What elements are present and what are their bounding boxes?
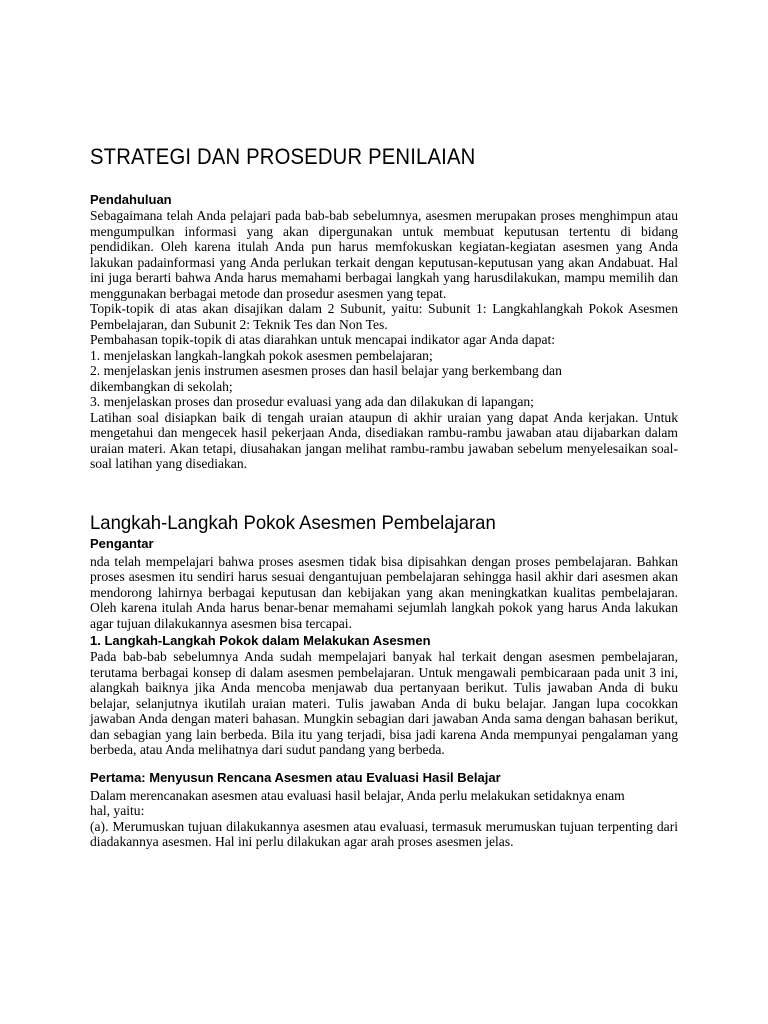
- first-step-paragraph-line-1: Dalam merencanakan asesmen atau evaluasi hasil belajar, Anda perlu melakukan setidaknya enam: [90, 787, 625, 803]
- intro-paragraph-2: Topik-topik di atas akan disajikan dalam 2 Subunit, yaitu: Subunit 1: Langkahlangkah Pokok Asesmen Pembelajaran, dan Subunit 2: Teknik Tes dan Non Tes.: [90, 301, 678, 332]
- pengantar-paragraph: nda telah mempelajari bahwa proses asesmen tidak bisa dipisahkan dengan proses pembelajaran. Bahkan proses asesmen itu sendiri harus sesuai dengantujuan pembelajaran sehingga hasil akhir dari asesmen akan mendorong lahirnya berbagai keputusan dan kebijakan yang akan meningkatkan kualitas pembelajaran. Oleh karena itulah Anda harus benar-benar memahami sejumlah langkah pokok yang harus Anda lakukan agar tujuan dilakukannya asesmen bisa tercapai.: [90, 553, 678, 631]
- section-spacer: [90, 472, 678, 510]
- document-title: STRATEGI DAN PROSEDUR PENILAIAN: [90, 144, 476, 169]
- intro-paragraph-4: Latihan soal disiapkan baik di tengah uraian ataupun di akhir uraian yang dapat Anda kerjakan. Untuk mengetahui dan mengecek hasil pekerjaan Anda, disediakan rambu-rambu jawaban atau dijabarkan dalam uraian materi. Akan tetapi, diusahakan jangan melihat rambu-rambu jawaban sebelum menyelesaikan soal-soal latihan yang disediakan.: [90, 409, 678, 471]
- intro-paragraph-1: Sebagaimana telah Anda pelajari pada bab-bab sebelumnya, asesmen merupakan proses menghimpun atau mengumpulkan informasi yang akan dipergunakan untuk membuat keputusan tertentu di bidang pendidikan. Oleh karena itulah Anda pun harus memfokuskan kegiatan-kegiatan asesmen yang Anda lakukan padainformasi yang Anda perlukan terkait dengan keputusan-keputusan yang akan Andabuat. Hal ini juga berarti bahwa Anda harus memahami berbagai langkah yang harusdilakukan, mampu memilih dan menggunakan berbagai metode dan prosedur asesmen yang tepat.: [90, 208, 678, 301]
- indicator-item-2-line-2: dikembangkan di sekolah;: [90, 378, 233, 394]
- indicator-item-1: 1. menjelaskan langkah-langkah pokok asesmen pembelajaran;: [90, 347, 433, 363]
- first-step-paragraph-line-2: hal, yaitu:: [90, 803, 145, 818]
- step-heading: 1. Langkah-Langkah Pokok dalam Melakukan Asesmen: [90, 633, 431, 648]
- indicator-item-3: 3. menjelaskan proses dan prosedur evaluasi yang ada dan dilakukan di lapangan;: [90, 394, 534, 409]
- indicator-item-2-line-1: 2. menjelaskan jenis instrumen asesmen proses dan hasil belajar yang berkembang dan: [90, 363, 562, 378]
- section-heading: Langkah-Langkah Pokok Asesmen Pembelajaran: [90, 511, 496, 534]
- pengantar-heading: Pengantar: [90, 535, 154, 551]
- intro-paragraph-3: Pembahasan topik-topik di atas diarahkan untuk mencapai indikator agar Anda dapat:: [90, 332, 556, 347]
- first-step-heading: Pertama: Menyusun Rencana Asesmen atau Evaluasi Hasil Belajar: [90, 769, 501, 785]
- intro-heading: Pendahuluan: [90, 192, 172, 207]
- first-step-item-a: (a). Merumuskan tujuan dilakukannya asesmen atau evaluasi, termasuk merumuskan tujuan terpenting dari diadakannya asesmen. Hal ini perlu dilakukan agar arah proses asesmen jelas.: [90, 818, 678, 849]
- step-paragraph: Pada bab-bab sebelumnya Anda sudah mempelajari banyak hal terkait dengan asesmen pembelajaran, terutama berbagai konsep di dalam asesmen pembelajaran. Untuk mengawali pembicaraan pada unit 3 ini, alangkah baiknya jika Anda mencoba menjawab dua pertanyaan berikut. Tulis jawaban Anda di buku belajar, selanjutnya ikutilah uraian materi. Tulis jawaban Anda di buku belajar. Jangan lupa cocokkan jawaban Anda dengan materi bahasan. Mungkin sebagian dari jawaban Anda sama dengan bahasan berikut, dan sebagian yang lain berbeda. Bila itu yang terjadi, bisa jadi karena Anda mempunyai pengalaman yang berbeda, atau Anda melihatnya dari sudut pandang yang berbeda.: [90, 649, 678, 757]
